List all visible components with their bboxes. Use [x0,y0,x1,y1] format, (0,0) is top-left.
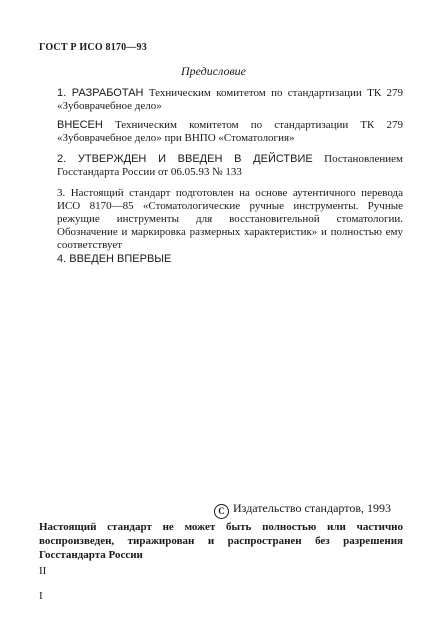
copyright-icon: C [214,504,229,519]
section-title: Предисловие [180,64,246,78]
paragraph-approved [57,153,403,179]
paragraph-text: Техническим комитетом по стандартизации ТК 279 «Зубоврачебное дело» при ВНПО «Стоматология» [57,119,403,144]
reproduction-notice: Настоящий стандарт не может быть полностью или частично воспроизведен, тиражирован и распространен без разрешения Госстандарта России [39,521,403,561]
page-mark: I [39,590,43,602]
paragraph-text: Техническим комитетом по стандартизации ТК 279 «Зубоврачебное дело» [57,87,403,112]
paragraph-submitted-by [57,119,403,145]
paragraph-basis: 3. Настоящий стандарт подготовлен на основе аутентичного перевода ИСО 8170—85 «Стоматологические ручные инструменты. Ручные режущие инструменты для восстановительной стоматологии. Обозначение и маркировка размерных характеристик» и полностью ему соответствует [57,187,403,251]
paragraph-developed-by [57,87,403,113]
copyright-line [214,501,391,519]
paragraph-text: Постановлением Госстандарта России от 06.05.93 № 133 [57,153,403,178]
paragraph-lead: ВНЕСЕН [57,119,103,131]
paragraph-introduced-first: 4. ВВЕДЕН ВПЕРВЫЕ [57,253,172,265]
document-code-header: ГОСТ Р ИСО 8170—93 [39,42,147,53]
paragraph-lead: 2. УТВЕРЖДЕН И ВВЕДЕН В ДЕЙСТВИЕ [57,153,313,165]
copyright-text: Издательство стандартов, 1993 [233,501,391,515]
paragraph-lead: 1. РАЗРАБОТАН [57,87,144,99]
roman-page-number: II [39,565,47,577]
